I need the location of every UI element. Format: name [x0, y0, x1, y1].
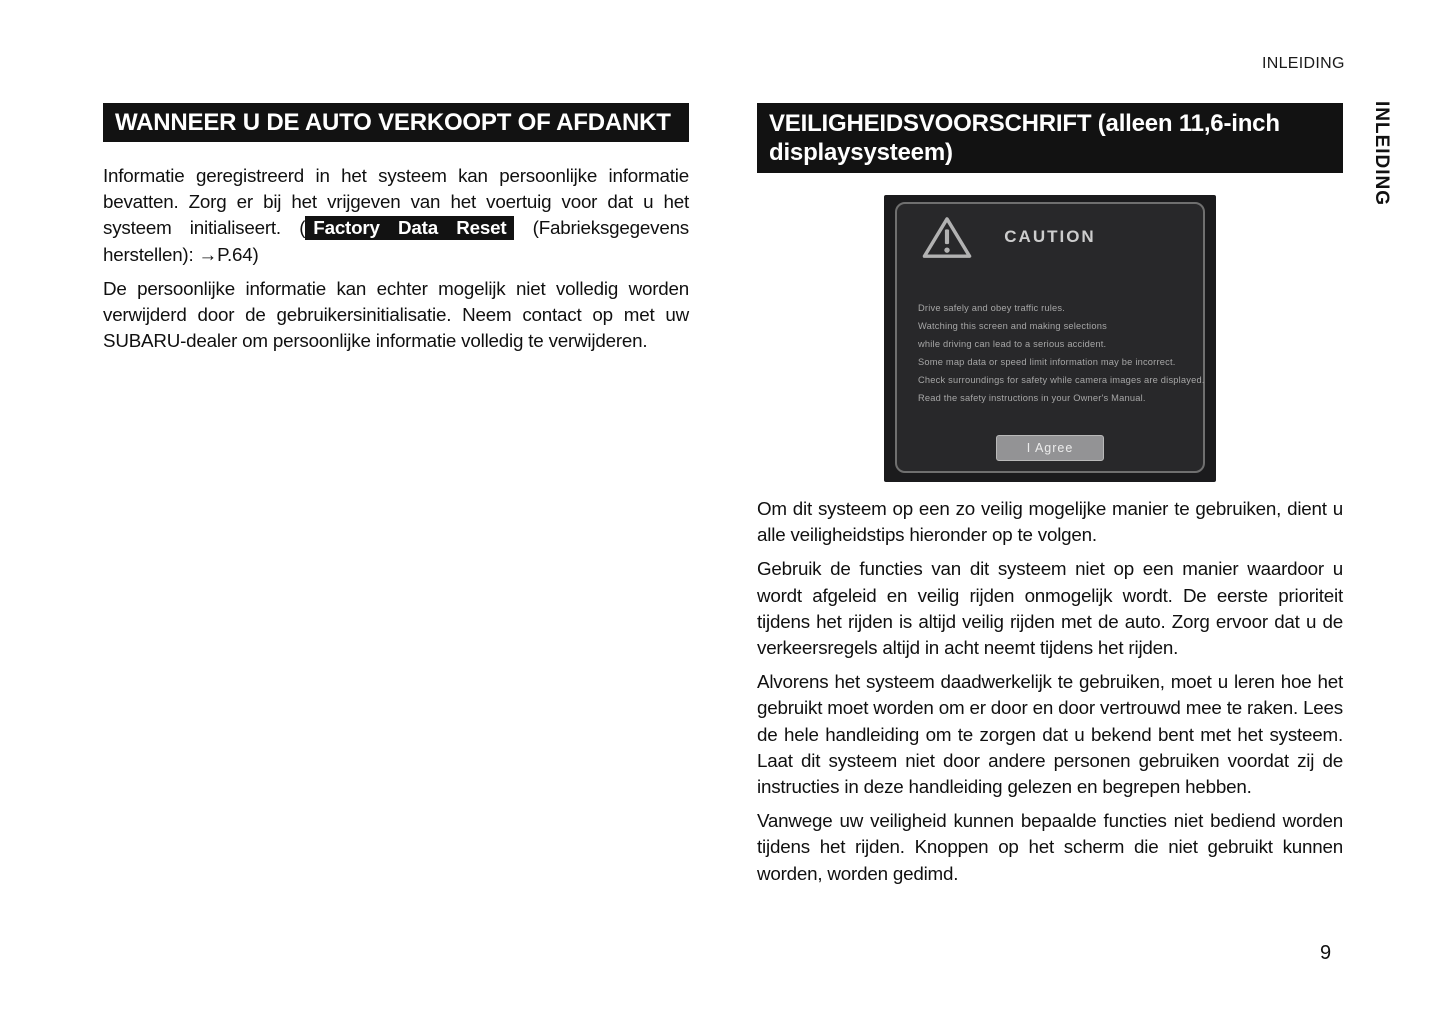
- paragraph-personal-info: [103, 163, 689, 268]
- caution-line: Watching this screen and making selections: [918, 321, 1107, 331]
- paragraph-text-after-badge: (Fabrieksgegevens herstellen): →P.64): [103, 217, 690, 265]
- section-title-safety-instruction: VEILIGHEIDSVOORSCHRIFT (alleen 11,6-inch displaysysteem): [757, 103, 1343, 173]
- section-side-tab: INLEIDING: [1371, 101, 1392, 207]
- paragraph-dimmed-buttons: Vanwege uw veiligheid kunnen bepaalde functies niet bediend worden tijdens het rijden. Knoppen op het scherm die niet gebruikt kunnen worden, worden gedimd.: [757, 810, 1343, 884]
- paragraph-safety-tips: Om dit systeem op een zo veilig mogelijke manier te gebruiken, dient u alle veiligheidstips hieronder op te volgen.: [757, 498, 1343, 546]
- caution-title: CAUTION: [1004, 227, 1096, 246]
- factory-data-reset-badge: Factory Data Reset: [305, 216, 514, 240]
- caution-line: Some map data or speed limit information may be incorrect.: [918, 357, 1176, 367]
- caution-screen-panel: [895, 202, 1205, 473]
- page-number: 9: [1320, 942, 1332, 964]
- left-column: [103, 103, 689, 362]
- running-header: INLEIDING: [1262, 55, 1345, 72]
- paragraph-no-distraction: Gebruik de functies van dit systeem niet op een manier waardoor u wordt afgeleid en veilig rijden onmogelijk wordt. De eerste prioriteit tijdens het rijden is altijd veilig rijden met de auto. Zorg ervoor dat u de verkeersregels altijd in acht neemt tijdens het rijden.: [757, 558, 1343, 659]
- caution-line: Check surroundings for safety while camera images are displayed.: [918, 375, 1205, 385]
- section-title-selling-car: WANNEER U DE AUTO VERKOOPT OF AFDANKT: [103, 103, 689, 142]
- caution-line: Read the safety instructions in your Owner's Manual.: [918, 393, 1146, 403]
- caution-screen-figure: [884, 195, 1216, 482]
- paragraph-learn-system: Alvorens het systeem daadwerkelijk te gebruiken, moet u leren hoe het gebruikt moet worden om er door en door vertrouwd mee te raken. Lees de hele handleiding om te zorgen dat u bekend bent met het systeem. Laat dit systeem niet door andere personen gebruiken voordat zij de instructies in deze handleiding gelezen en begrepen hebben.: [757, 671, 1343, 798]
- paragraph-dealer-contact: De persoonlijke informatie kan echter mogelijk niet volledig worden verwijderd door de gebruikersinitialisatie. Neem contact op met uw SUBARU-dealer om persoonlijke informatie volledig te verwijderen.: [103, 277, 689, 352]
- right-column: [757, 103, 1343, 895]
- caution-text-lines: [918, 299, 1205, 407]
- i-agree-button: I Agree: [996, 435, 1104, 461]
- caution-line: while driving can lead to a serious accident.: [918, 339, 1107, 349]
- caution-line: Drive safely and obey traffic rules.: [918, 303, 1066, 313]
- paragraph-text-before-badge: Informatie geregistreerd in het systeem kan persoonlijke informatie bevatten. Zorg er bij het vrijgeven van het voertuig voor dat u het systeem initialiseert. (: [103, 165, 689, 239]
